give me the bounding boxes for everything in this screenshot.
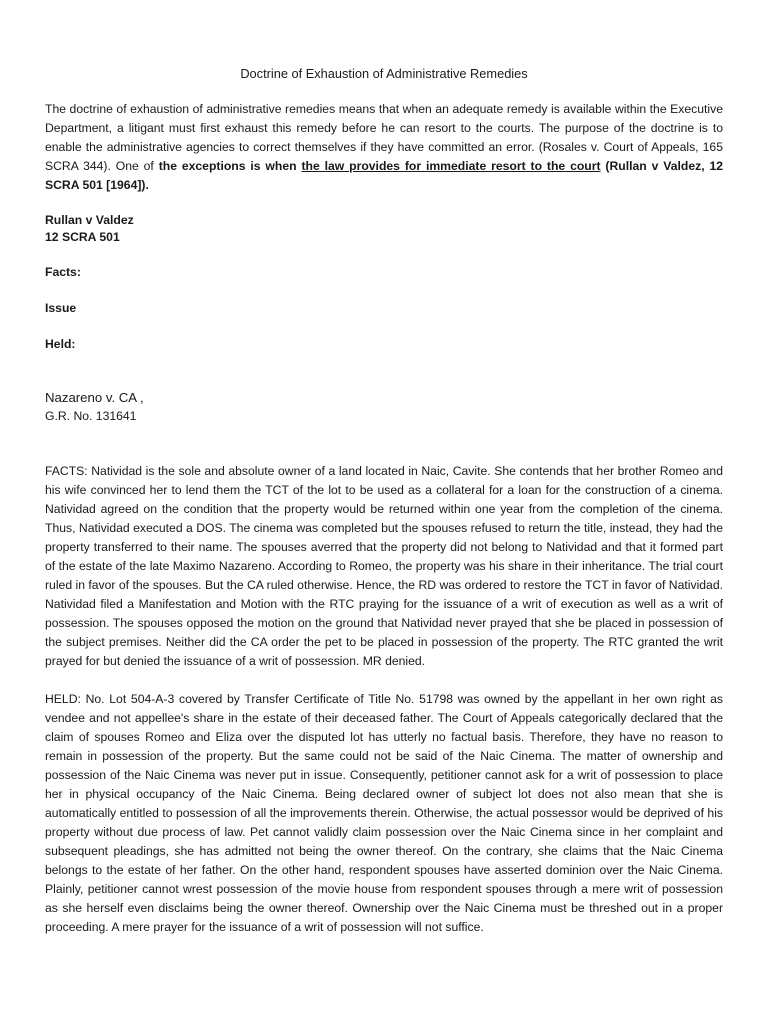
intro-exception-text: the exceptions is when [158,159,302,173]
document-title: Doctrine of Exhaustion of Administrative Remedies [240,66,528,81]
intro-text: The doctrine of exhaustion of administrative remedies means that when an adequate remedy is available within the Executive Department, a litigant must first exhaust this remedy before he can resort to the courts. The purpose of the doctrine is to enable the administrative agencies to correct themselves if they have committed an error. (Rosales v. Court of Appeals, 165 SCRA 344). One of [45,102,723,173]
case1-name: Rullan v Valdez [45,213,134,227]
case2-gr-number: G.R. No. 131641 [45,409,137,423]
document-page [45,60,723,937]
case2-facts-paragraph: FACTS: Natividad is the sole and absolute owner of a land located in Naic, Cavite. She contends that her brother Romeo and his wife convinced her to lend them the TCT of the lot to be used as a collateral for a loan for the construction of a cinema. Natividad agreed on the condition that the property would be returned within one year from the completion of the cinema. Thus, Natividad executed a DOS. The cinema was completed but the spouses refused to return the title, instead, they had the property transferred to their name. The spouses averred that the property did not belong to Natividad and that it formed part of the estate of the late Maximo Nazareno. According to Romeo, the property was his share in their inheritance. The trial court ruled in favor of the spouses. But the CA ruled otherwise. Hence, the RD was ordered to restore the TCT in favor of Natividad. Natividad filed a Manifestation and Motion with the RTC praying for the issuance of a writ of execution as well as a writ of possession. The spouses opposed the motion on the ground that Natividad never prayed that she be placed in possession of the subject premises. Neither did the CA order the pet to be placed in possession of the property. The RTC granted the writ prayed for but denied the issuance of a writ of possession. MR denied. [45,464,723,668]
intro-exception-underlined: the law provides for immediate resort to the court [301,159,601,173]
case1-held-label: Held: [45,337,76,351]
case2-held-paragraph: HELD: No. Lot 504-A-3 covered by Transfer Certificate of Title No. 51798 was owned by the appellant in her own right as vendee and not appellee's share in the estate of their deceased father. The Court of Appeals categorically declared that the claim of spouses Romeo and Eliza over the disputed lot has utterly no factual basis. Therefore, they have no reason to remain in possession of the property. But the same could not be said of the Naic Cinema. The matter of ownership and possession of the Naic Cinema was never put in issue. Consequently, petitioner cannot ask for a writ of possession to place her in physical occupancy of the Naic Cinema. Being declared owner of subject lot does not also mean that she is automatically entitled to possession of all the improvements therein. Otherwise, the actual possessor would be deprived of his property without due process of law. Pet cannot validly claim possession over the Naic Cinema since in her complaint and subsequent pleadings, she has admitted not being the owner thereof. On the contrary, she claims that the Naic Cinema belongs to the estate of her father. On the other hand, respondent spouses have asserted dominion over the Naic Cinema. Plainly, petitioner cannot wrest possession of the movie house from respondent spouses through a mere writ of possession as she herself even disclaims being the owner thereof. Ownership over the Naic Cinema must be threshed out in a proper proceeding. A mere prayer for the issuance of a writ of possession will not suffice. [45,692,723,934]
intro-citation: (Rullan v Valdez, 12 SCRA 501 [1964]). [45,159,724,192]
case1-facts-label: Facts: [45,265,81,279]
case2-name: Nazareno v. CA , [45,390,144,405]
case1-citation: 12 SCRA 501 [45,230,120,244]
case1-issue-label: Issue [45,301,77,315]
intro-paragraph [45,100,723,195]
